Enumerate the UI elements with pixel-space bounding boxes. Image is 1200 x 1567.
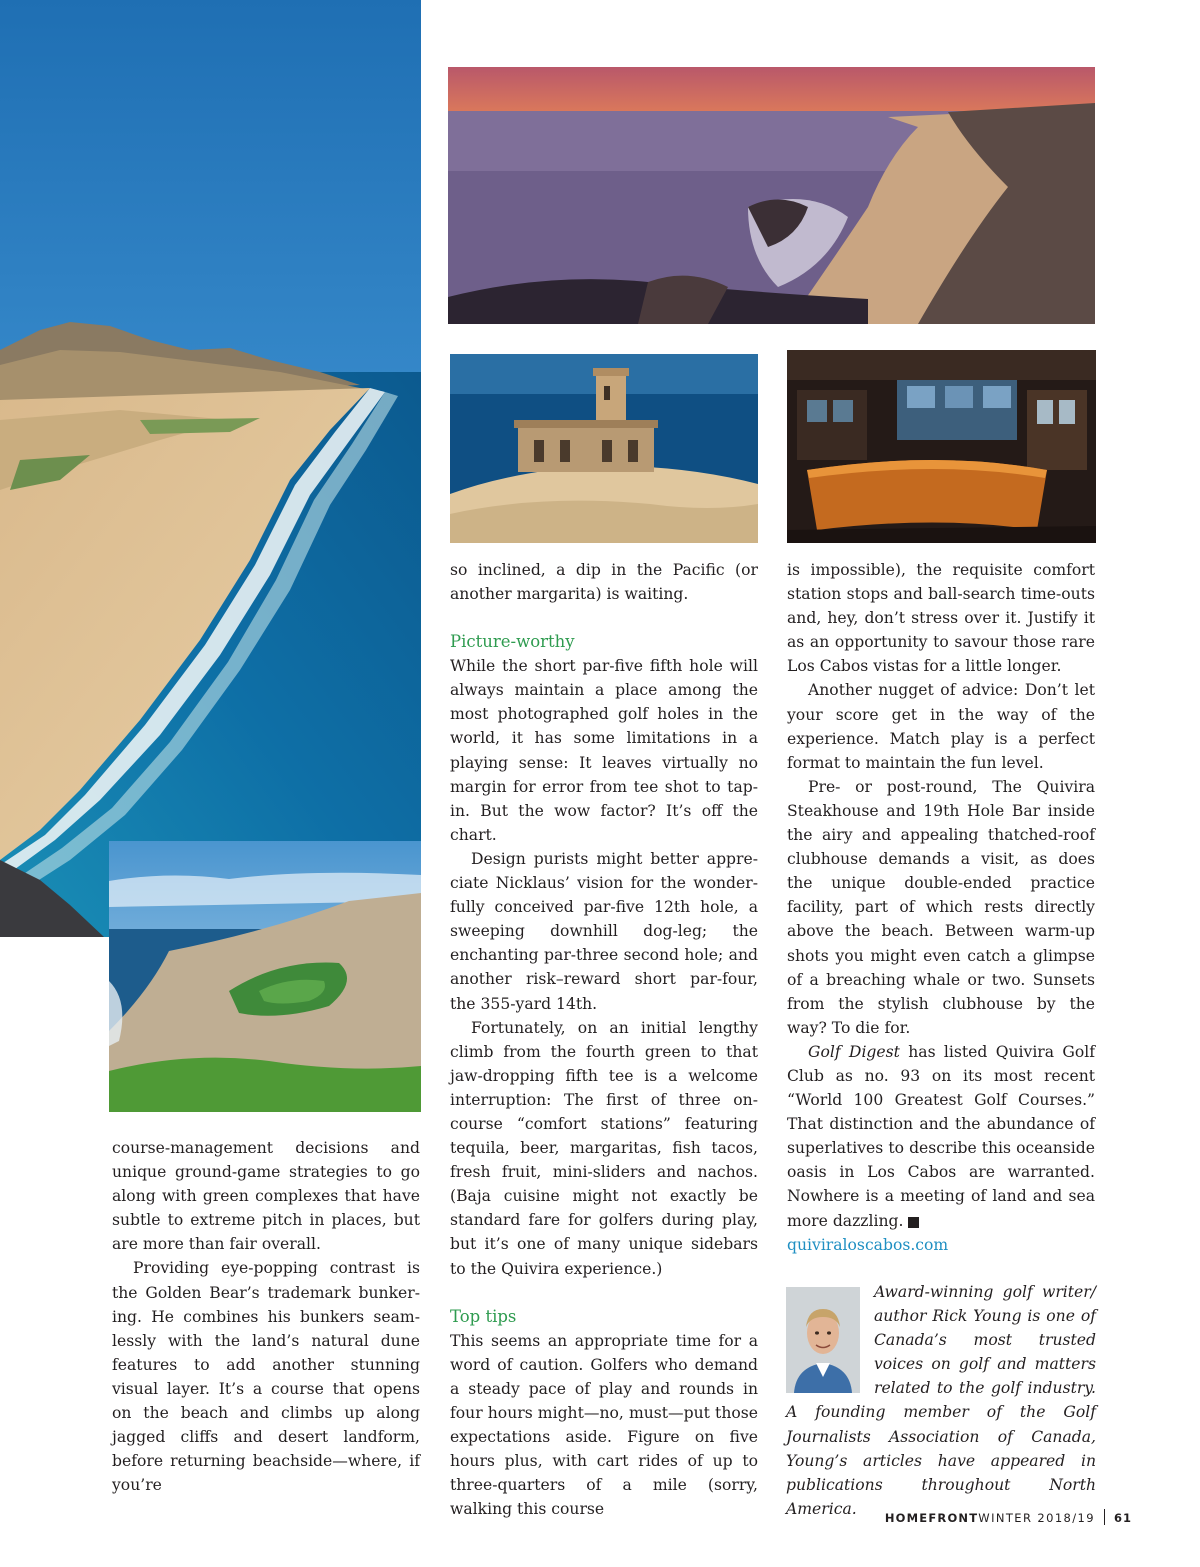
- author-bio: [786, 1280, 1096, 1521]
- paragraph: [787, 1040, 1095, 1233]
- page-number: 61: [1113, 1511, 1132, 1525]
- golf-green-cliff-photo: [109, 841, 421, 1112]
- article-column-left: [112, 1136, 420, 1497]
- end-of-article-mark: H: [908, 1217, 919, 1228]
- lighthouse-ruin-photo: [450, 354, 758, 543]
- aerial-coastline-photo: [0, 0, 421, 937]
- magazine-name: HOMEFRONT: [884, 1511, 979, 1525]
- author-portrait: [786, 1287, 860, 1393]
- bio-text: Award-winning golf writer/ author Rick Young is one of Canada’s most trusted voices on golf and matters related to the golf industry. A founding member of the Golf Journalists Association of Canada, Young’s articles have appeared in publications throughout North America.: [786, 1283, 1096, 1518]
- clubhouse-bar-photo: [787, 350, 1096, 543]
- website-link[interactable]: quiviraloscabos.com: [787, 1235, 949, 1254]
- paragraph: is impossible), the requisite comfort station stops and ball-search time-outs and, hey, don’t stress over it. Justify it as an opportunity to savour those rare Los Cabos vistas for a little longer.: [787, 561, 1095, 676]
- paragraph: While the short par-five fifth hole will always maintain a place among the most photographed golf holes in the world, it has some limitations in a playing sense: It leaves virtually no margin for error from tee shot to tap-in. But the wow factor? It’s off the chart.: [450, 657, 758, 844]
- paragraph: Fortunately, on an initial lengthy climb from the fourth green to that jaw-dropping fifth tee is a welcome interruption: The first of three on-course “comfort stations” featuring tequila, beer, margaritas, fish tacos, fresh fruit, mini-sliders and nachos. (Baja cuisine might not exactly be standard fare for golfers during play, but it’s one of many unique sidebars to the Quivira experience.): [450, 1018, 758, 1278]
- paragraph-text: has listed Quivira Golf Club as no. 93 on its most recent “World 100 Greatest Golf Courses.” That distinction and the abundance of superlatives to describe this oceanside oasis in Los Cabos are warranted. Nowhere is a meeting of land and sea more dazzling.: [787, 1042, 1095, 1230]
- paragraph: This seems an appropriate time for a word of caution. Golfers who demand a steady pace of play and rounds in four hours might—no, must—put those expectations aside. Figure on five hours plus, with cart rides of up to three-quarters of a mile (sorry, walking this course: [450, 1331, 758, 1519]
- issue-date: WINTER 2018/19: [978, 1511, 1095, 1525]
- paragraph: Design purists might better appreciate Nicklaus’ vision for the wonderfully conceived par-five 12th hole, a sweeping downhill dog-leg; the enchanting par-three second hole; and another risk–reward short par-four, the 355-yard 14th.: [450, 849, 758, 1013]
- section-heading: Top tips: [450, 1306, 517, 1326]
- paragraph: course-management decisions and unique ground-game strategies to go along with green complexes that have subtle to extreme pitch in places, but are more than fair overall.: [112, 1139, 420, 1254]
- section-heading: Picture-worthy: [450, 632, 575, 652]
- publication-name: Golf Digest: [808, 1042, 900, 1061]
- paragraph: so inclined, a dip in the Pacific (or another margarita) is waiting.: [450, 561, 758, 604]
- sunset-coast-photo: [448, 67, 1095, 324]
- article-column-right: [787, 558, 1095, 1257]
- paragraph: Another nugget of advice: Don’t let your score get in the way of the experience. Match play is a perfect format to maintain the fun level.: [787, 681, 1095, 772]
- folio-divider: [1104, 1509, 1105, 1525]
- page-folio: [885, 1509, 1132, 1525]
- paragraph: Providing eye-popping contrast is the Golden Bear’s trademark bunkering. He combines his bunkers seamlessly with the land’s natural dune features to add another stunning visual layer. It’s a course that opens on the beach and climbs up along jagged cliffs and desert landform, before returning beachside—where, if you’re: [112, 1259, 420, 1495]
- paragraph: Pre- or post-round, The Quivira Steakhouse and 19th Hole Bar inside the airy and appealing thatched-roof clubhouse demands a visit, as does the unique double-ended practice facility, part of which rests directly above the beach. Between warm-up shots you might even catch a glimpse of a breaching whale or two. Sunsets from the stylish clubhouse by the way? To die for.: [787, 777, 1095, 1037]
- article-column-middle: [450, 558, 758, 1521]
